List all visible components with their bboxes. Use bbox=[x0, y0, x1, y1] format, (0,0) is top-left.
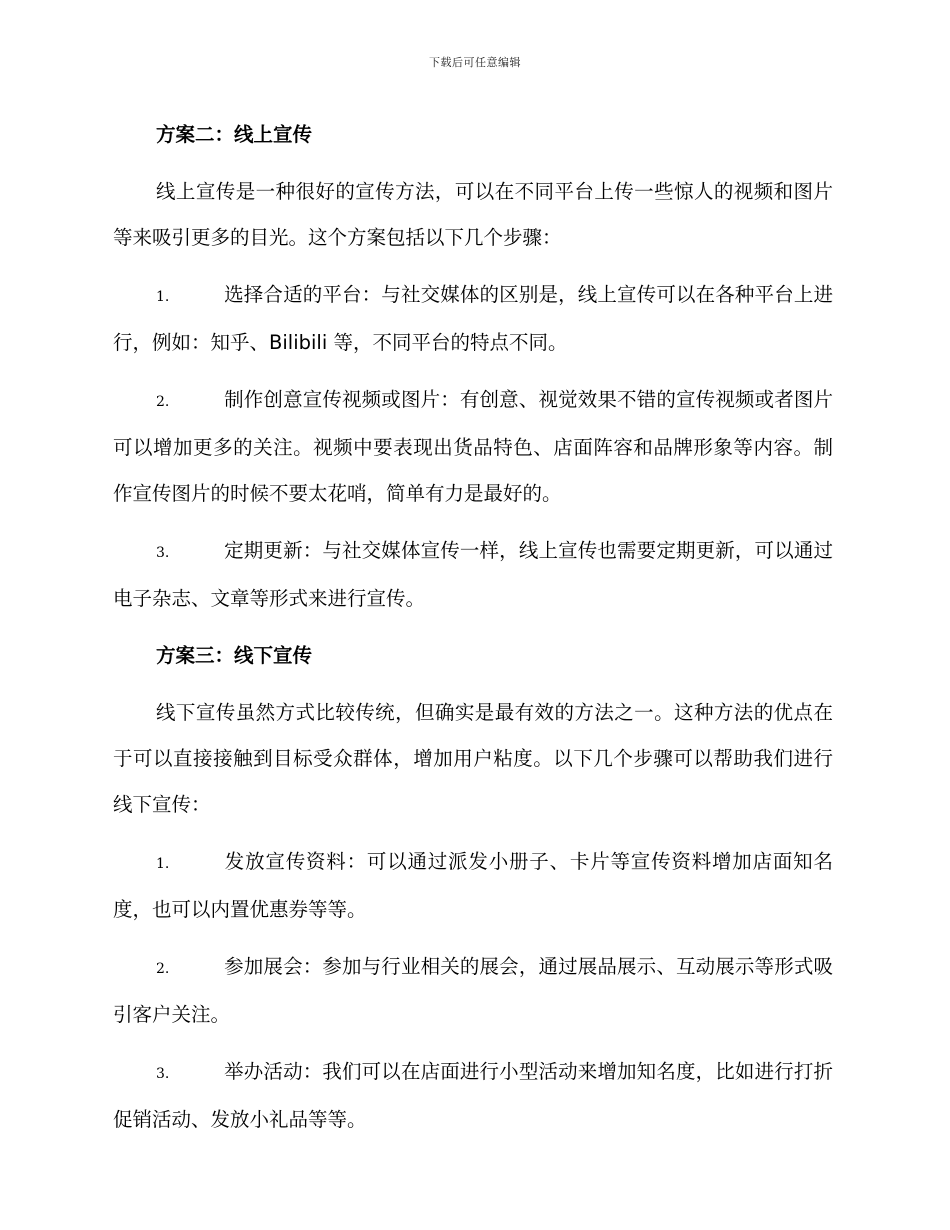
document-body bbox=[113, 112, 833, 1154]
section3-item-2 bbox=[113, 944, 833, 1038]
item-number: 2. bbox=[156, 961, 170, 977]
section2-heading: 方案二：线上宣传 bbox=[156, 123, 313, 146]
item-text: 参加展会：参加与行业相关的展会，通过展品展示、互动展示等形式吸引客户关注。 bbox=[113, 955, 833, 1026]
item-number: 1. bbox=[156, 289, 170, 305]
item-text: 定期更新：与社交媒体宣传一样，线上宣传也需要定期更新，可以通过电子杂志、文章等形式来进行宣传。 bbox=[113, 539, 833, 610]
item-text: 制作创意宣传视频或图片：有创意、视觉效果不错的宣传视频或者图片可以增加更多的关注。视频中要表现出货品特色、店面阵容和品牌形象等内容。制作宣传图片的时候不要太花哨，简单有力是最好的。 bbox=[113, 388, 833, 505]
item-number: 2. bbox=[156, 394, 170, 410]
header-note: 下载后可任意编辑 bbox=[429, 56, 521, 69]
section3-heading: 方案三：线下宣传 bbox=[156, 644, 313, 667]
item-number: 3. bbox=[156, 1066, 170, 1082]
section3-intro: 线下宣传虽然方式比较传统，但确实是最有效的方法之一。这种方法的优点在于可以直接接触到目标受众群体，增加用户粘度。以下几个步骤可以帮助我们进行线下宣传： bbox=[113, 701, 833, 816]
section3-item-1 bbox=[113, 839, 833, 933]
item-text: 发放宣传资料：可以通过派发小册子、卡片等宣传资料增加店面知名度，也可以内置优惠券等等。 bbox=[113, 850, 833, 921]
item-text: 举办活动：我们可以在店面进行小型活动来增加知名度，比如进行打折促销活动、发放小礼品等等。 bbox=[113, 1060, 833, 1131]
item-number: 1. bbox=[156, 856, 170, 872]
section2-intro: 线上宣传是一种很好的宣传方法，可以在不同平台上传一些惊人的视频和图片等来吸引更多的目光。这个方案包括以下几个步骤： bbox=[113, 180, 833, 249]
section2-item-2 bbox=[113, 377, 833, 517]
section3-item-3 bbox=[113, 1049, 833, 1143]
item-text: 选择合适的平台：与社交媒体的区别是，线上宣传可以在各种平台上进行，例如：知乎、Bilibili 等，不同平台的特点不同。 bbox=[113, 283, 833, 354]
section2-item-3 bbox=[113, 528, 833, 622]
item-number: 3. bbox=[156, 545, 170, 561]
section2-item-1 bbox=[113, 272, 833, 366]
